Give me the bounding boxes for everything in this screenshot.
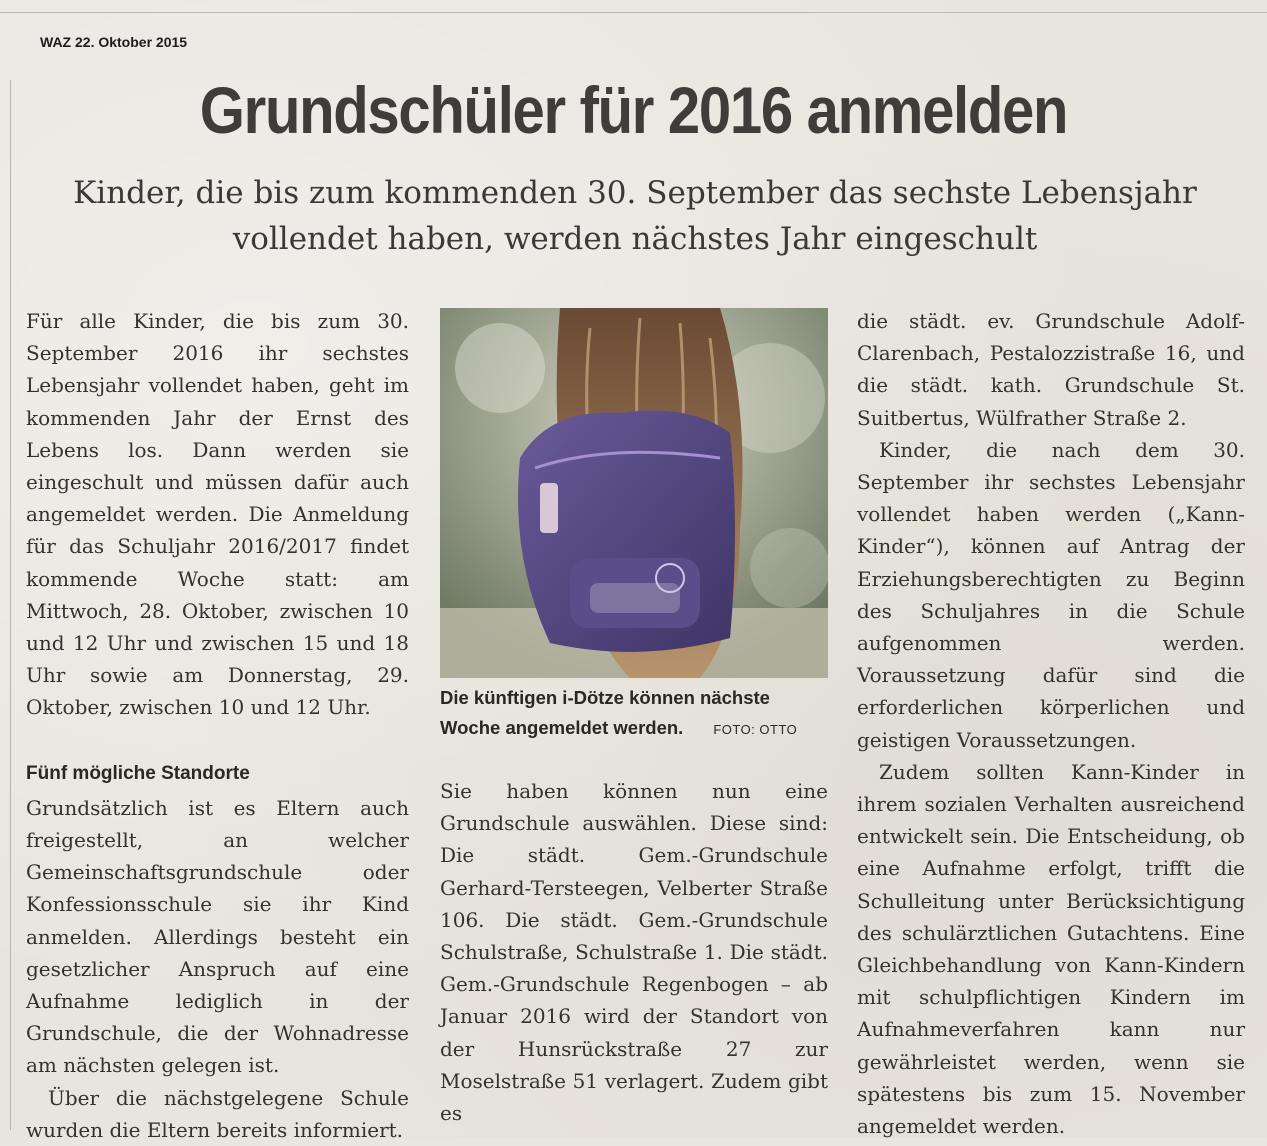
schoolbag-photo (440, 308, 828, 678)
paragraph: die städt. ev. Grundschule Adolf-Clarenbach, Pestalozzistraße 16, und die städt. kath. Grundschule St. Suitbertus, Wülfrather Straße 2. (857, 309, 1245, 430)
paragraph: Für alle Kinder, die bis zum 30. September 2016 ihr sechstes Lebensjahr vollendet haben, geht im kommenden Jahr der Ernst des Lebens los. Dann werden sie eingeschult und müssen dafür auch angemeldet werden. Die Anmeldung für das Schuljahr 2016/2017 findet kommende Woche statt: am Mittwoch, 28. Oktober, zwischen 10 und 12 Uhr und zwischen 15 und 18 Uhr sowie am Donnerstag, 29. Oktober, zwischen 10 und 12 Uhr. (26, 309, 409, 720)
section-subheading: Fünf mögliche Standorte (26, 762, 250, 784)
photo-credit: FOTO: OTTO (713, 722, 798, 737)
photo-caption (440, 683, 828, 745)
paragraph: Zudem sollten Kann-Kinder in ihrem sozialen Verhalten ausreichend entwickelt sein. Die Entscheidung, ob eine Aufnahme erfolgt, trifft die Schulleitung unter Berücksichtigung des schulärztlichen Gutachtens. Eine Gleichbehandlung von Kann-Kindern mit schulpflichtigen Kindern im Aufnahmeverfahren kann nur gewährleistet werden, wenn sie spätestens bis zum 15. November angemeldet werden. (857, 759, 1245, 1139)
headline: Grundschüler für 2016 anmelden (199, 73, 1068, 147)
paragraph: Über die nächstgelegene Schule wurden die Eltern bereits informiert. (26, 1085, 409, 1142)
photo-illustration (440, 308, 828, 678)
paragraph: Grundsätzlich ist es Eltern auch freigestellt, an welcher Gemeinschaftsgrundschule oder Konfessionsschule sie ihr Kind anmelden. Allerdings besteht ein gesetzlicher Anspruch auf eine Aufnahme lediglich in der Grundschule, die der Wohnadresse am nächsten gelegen ist. (26, 795, 409, 1078)
paragraph: Sie haben können nun eine Grundschule auswählen. Diese sind: Die städt. Gem.-Grundschule Gerhard-Tersteegen, Velberter Straße 106. Die städt. Gem.-Grundschule Schulstraße, Schulstraße 1. Die städt. Gem.-Grundschule Regenbogen – ab Januar 2016 wird der Standort von der Hunsrückstraße 27 zur Moselstraße 51 verlagert. Zudem gibt es (440, 779, 828, 1126)
subheadline: Kinder, die bis zum kommenden 30. September das sechste Lebensjahr vollendet haben, werden nächstes Jahr eingeschult (73, 175, 1197, 257)
caption-text: Die künftigen i-Dötze können nächste Woche angemeldet werden. (440, 687, 770, 738)
source-line: WAZ 22. Oktober 2015 (40, 34, 188, 50)
top-rule (0, 12, 1267, 13)
column-1 (26, 305, 409, 1146)
column-2 (440, 775, 828, 1129)
paragraph: Kinder, die nach dem 30. September ihr sechstes Lebensjahr vollendet haben werden („Kann-Kinder“), können auf Antrag der Erziehungsberechtigten zu Beginn des Schuljahres in die Schule aufgenommen werden. Voraussetzung dafür sind die erforderlichen körperlichen und geistigen Voraussetzungen. (857, 437, 1245, 752)
column-3 (857, 305, 1245, 1142)
left-rule (10, 80, 11, 1130)
